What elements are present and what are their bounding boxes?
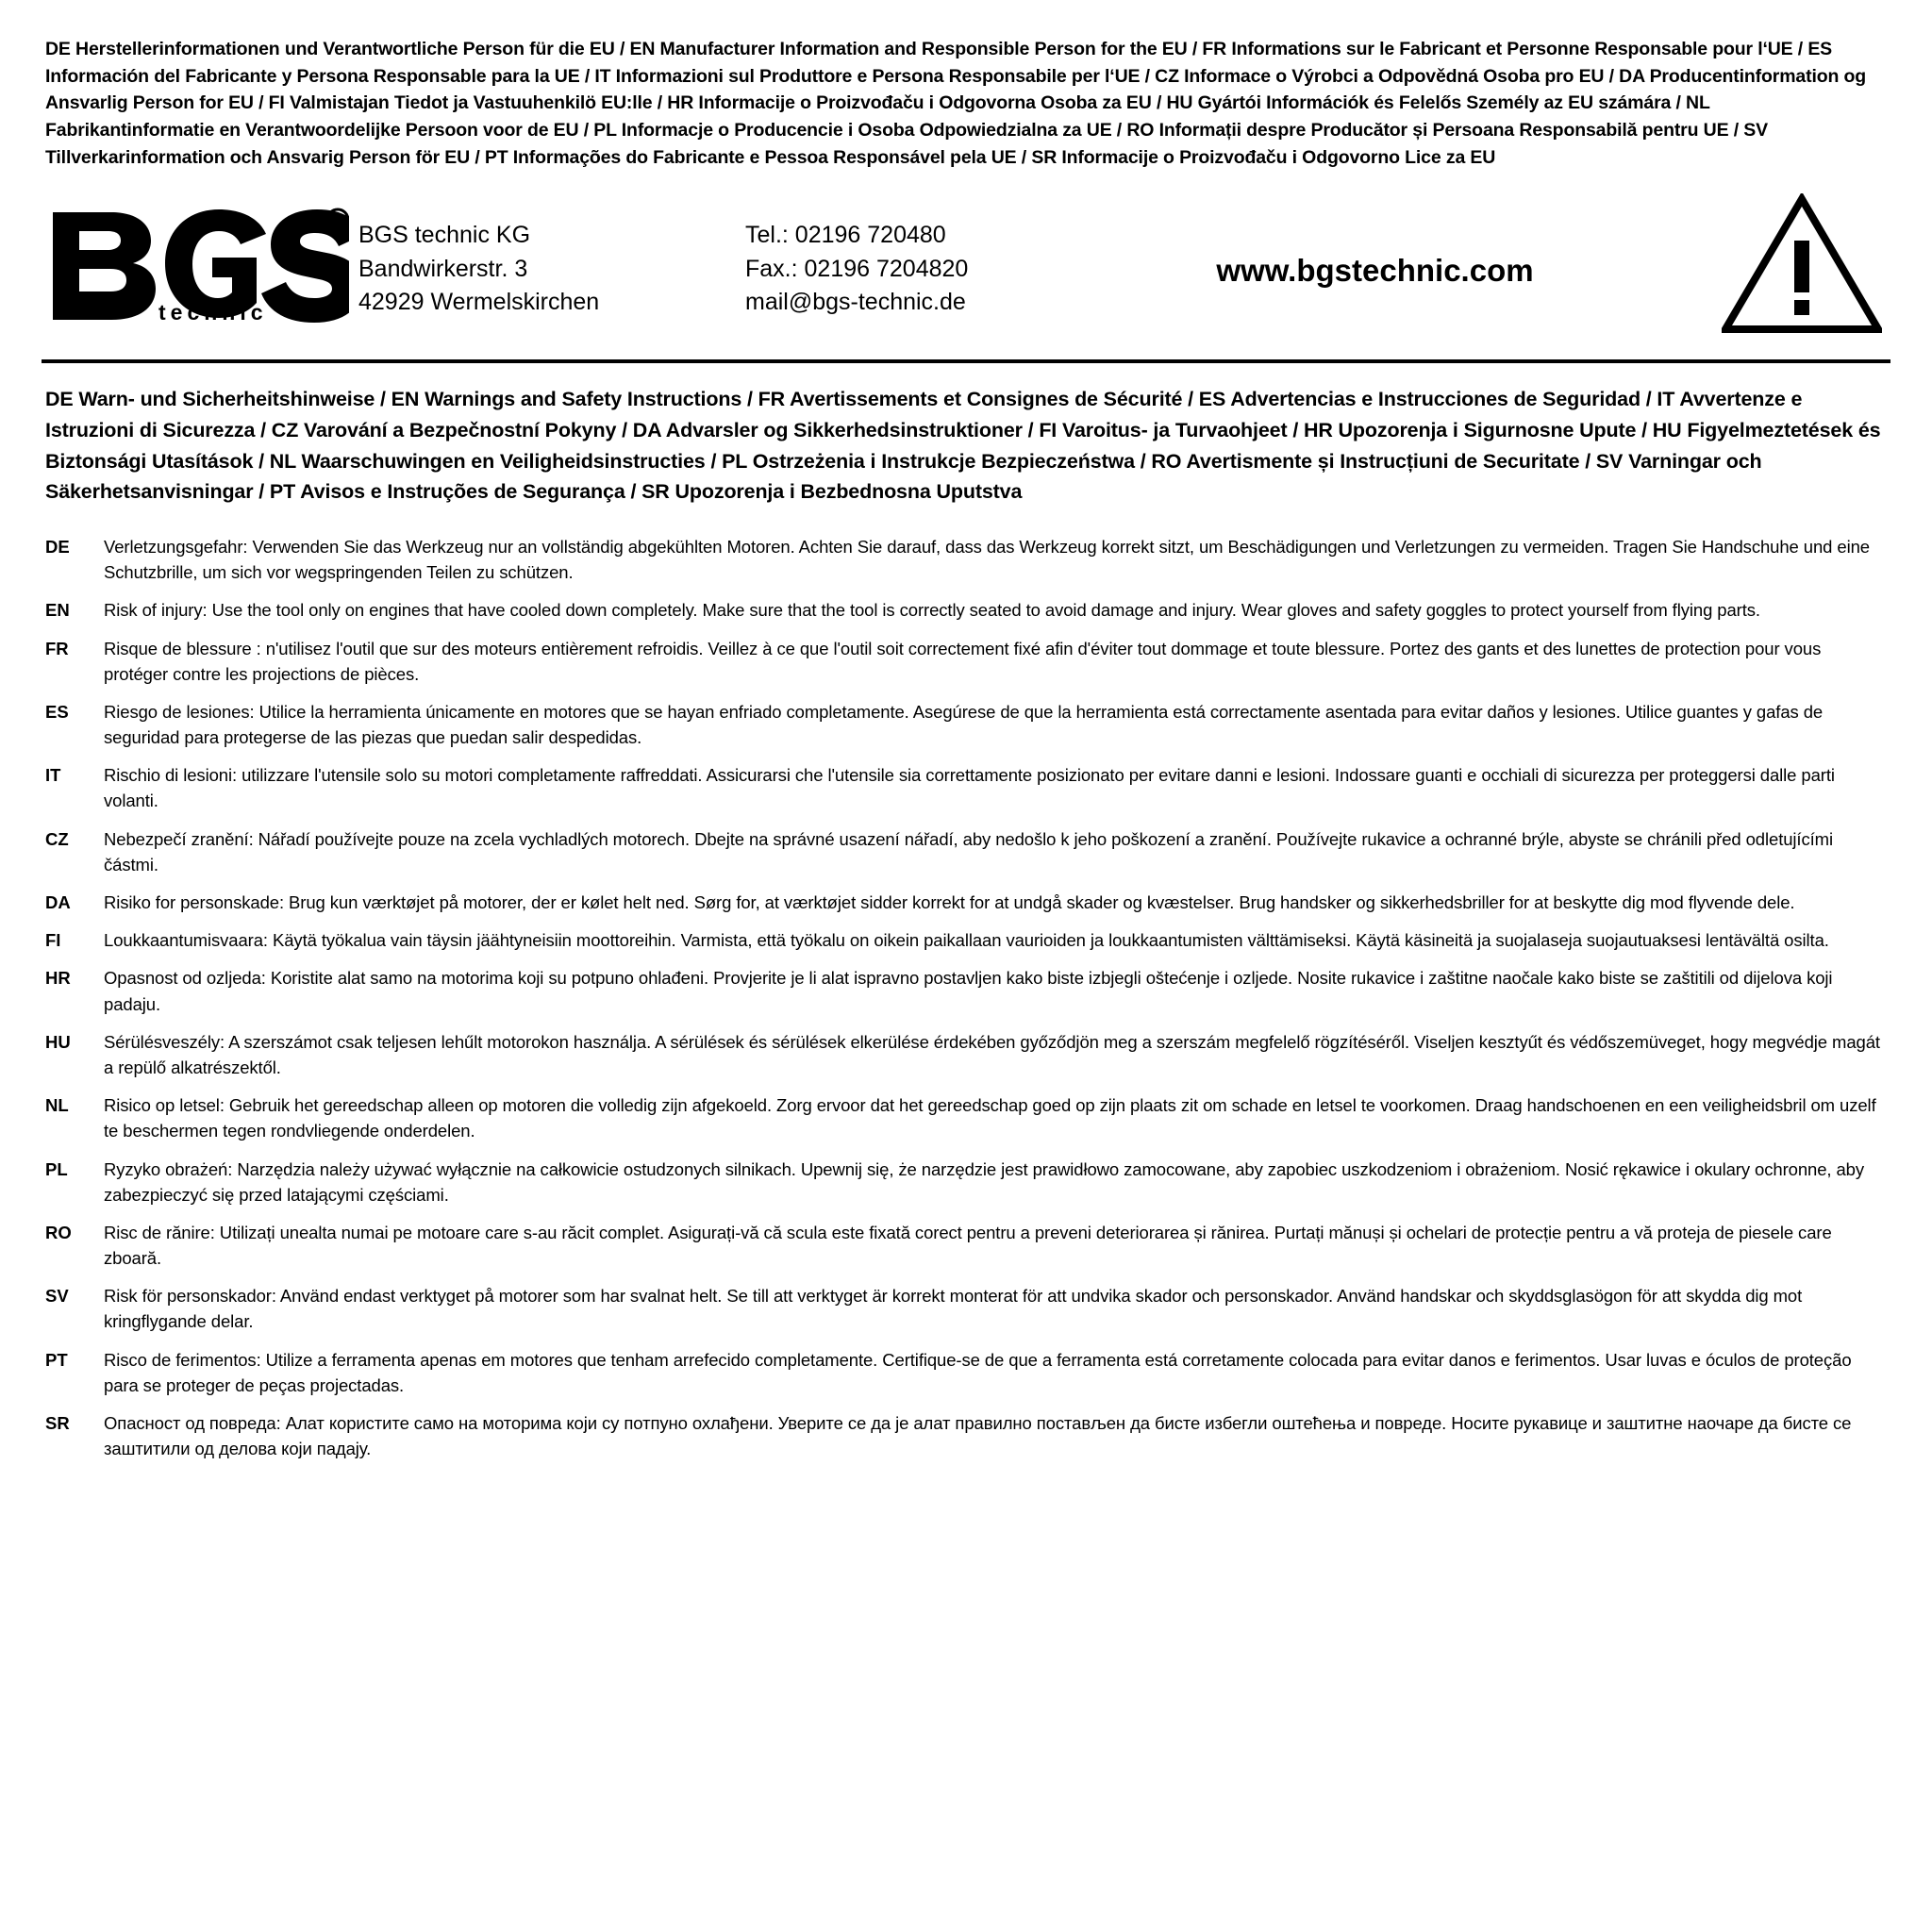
warning-language-code: NL <box>45 1095 69 1116</box>
warning-language-code: DE <box>45 536 70 557</box>
warning-row <box>45 1220 1881 1271</box>
warning-text: Rischio di lesioni: utilizzare l'utensile solo su motori completamente raffreddati. Assicurarsi che l'utensile sia correttamente posizionato per evitare danni e lesioni. Indossare guanti e occhiali di sicurezza per proteggersi dalle parti volanti. <box>104 765 1835 811</box>
company-fax: Fax.: 02196 7204820 <box>745 255 969 282</box>
warning-row <box>45 826 1881 877</box>
warning-row <box>45 965 1881 1016</box>
company-website: www.bgstechnic.com <box>1216 253 1534 289</box>
warning-row <box>45 927 1881 953</box>
warning-text: Risc de rănire: Utilizați unealta numai pe motoare care s-au răcit complet. Asigurați-vă că scula este fixată corect pentru a preveni deteriorarea și rănirea. Purtați mănuși și ochelari de protecție pentru a vă proteja de piesele care zboară. <box>104 1222 1832 1269</box>
warning-row <box>45 636 1881 687</box>
warning-text: Ryzyko obrażeń: Narzędzia należy używać wyłącznie na całkowicie ostudzonych silnikach. Upewnij się, że narzędzie jest prawidłowo zamocowane, aby zapobiec uszkodzeniom i obrażeniom. Nosić rękawice i okulary ochronne, aby zabezpieczyć się przed latającymi częściami. <box>104 1158 1865 1205</box>
warning-list <box>42 534 1890 1461</box>
warning-language-code: HU <box>45 1031 71 1052</box>
warning-row <box>45 1410 1881 1461</box>
warning-language-code: PT <box>45 1349 68 1370</box>
svg-text:technic: technic <box>158 300 268 325</box>
warning-text: Risico op letsel: Gebruik het gereedschap alleen op motoren die volledig zijn afgekoeld. Zorg ervoor dat het gereedschap goed op zijn plaats zit om schade en letsel te voorkomen. Draag handschoenen en een veiligheidsbril om uzelf te beschermen tegen rondvliegende onderdelen. <box>104 1095 1876 1141</box>
multilingual-header-title: DE Herstellerinformationen und Verantwortliche Person für die EU / EN Manufacturer Information and Responsible Person for the EU / FR Informations sur le Fabricant et Personne Responsable pour l‘UE / ES Información del Fabricante y Persona Responsable para la UE / IT Informazioni sul Produttore e Persona Responsabile per l‘UE / CZ Informace o Výrobci a Odpovědná Osoba pro EU / DA Producentinformation og Ansvarlig Person for EU / FI Valmistajan Tiedot ja Vastuuhenkilö EU:lle / HR Informacije o Proizvođaču i Odgovorna Osoba za EU / HU Gyártói Információk és Felelős Személy az EU számára / NL Fabrikantinformatie en Verantwoordelijke Persoon voor de EU / PL Informacje o Producencie i Osoba Odpowiedzialna za UE / RO Informații despre Producător și Persoana Responsabilă pentru UE / SV Tillverkarinformation och Ansvarig Person för EU / PT Informações do Fabricante e Pessoa Responsável pela UE / SR Informacije o Proizvođaču i Odgovorno Lice za EU <box>45 39 1867 168</box>
warning-text: Loukkaantumisvaara: Käytä työkalua vain täysin jäähtyneisiin moottoreihin. Varmista, että työkalu on oikein paikallaan vaurioiden ja loukkaantumisten välttämiseksi. Käytä käsineitä ja suojalaseja suojautuaksesi lentävältä osilta. <box>104 930 1829 951</box>
warning-text: Riesgo de lesiones: Utilice la herramienta únicamente en motores que se hayan enfriado completamente. Asegúrese de que la herramienta está correctamente asentada para evitar daños y lesiones. Utilice guantes y gafas de seguridad para protegerse de las piezas que puedan salir despedidas. <box>104 701 1824 748</box>
warning-text: Risk of injury: Use the tool only on engines that have cooled down completely. Make sure that the tool is correctly seated to avoid damage and injury. Wear gloves and safety goggles to protect yourself from flying parts. <box>104 600 1760 621</box>
warning-language-code: SV <box>45 1286 69 1307</box>
company-street: Bandwirkerstr. 3 <box>358 255 528 282</box>
warning-text: Risk för personskador: Använd endast verktyget på motorer som har svalnat helt. Se till att verktyget är korrekt monterat för att undvika skador och personskador. Använd handskar och skyddsglasögon för att skydda dig mot kringflygande delar. <box>104 1286 1803 1332</box>
company-info-band <box>42 186 1890 363</box>
warning-row <box>45 597 1881 623</box>
warning-language-code: SR <box>45 1413 70 1434</box>
warning-language-code: EN <box>45 600 70 621</box>
warning-language-code: HR <box>45 968 71 989</box>
warning-row <box>45 1029 1881 1080</box>
warning-language-code: RO <box>45 1222 72 1242</box>
company-address <box>358 213 745 320</box>
warning-row <box>45 890 1881 915</box>
warning-row <box>45 1157 1881 1208</box>
warning-text: Sérülésveszély: A szerszámot csak teljesen lehűlt motorokon használja. A sérülések és sérülések elkerülése érdekében győződjön meg a szerszám megfelelő rögzítéséről. Viseljen kesztyűt és védőszemüveget, hogy megvédje magát a repülő alkatrészektől. <box>104 1031 1880 1077</box>
warning-triangle-icon <box>1722 193 1890 340</box>
company-city: 42929 Wermelskirchen <box>358 289 600 316</box>
warning-language-code: CZ <box>45 828 69 849</box>
warning-text: Opasnost od ozljeda: Koristite alat samo na motorima koji su potpuno ohlađeni. Provjerite je li alat ispravno postavljen kako biste izbjegli oštećenje i ozljede. Nosite rukavice i zaštitne naočale kako biste se zaštitili od dijelova koji padaju. <box>104 968 1833 1014</box>
warning-triangle-svg <box>1722 193 1882 335</box>
warning-text: Опасност од повреда: Алат користите само на моторима који су потпуно охлађени. Уверите се да је алат правилно постављен да бисте избегли оштећења и повреде. Носите рукавице и заштитне наочаре да бисте се заштитили од делова који падају. <box>104 1413 1852 1459</box>
warning-row <box>45 1347 1881 1398</box>
bgs-logo-icon <box>47 205 349 327</box>
warning-row <box>45 762 1881 813</box>
svg-text:R: R <box>332 213 343 229</box>
warning-language-code: PL <box>45 1158 68 1179</box>
warning-row <box>45 534 1881 585</box>
warning-language-code: IT <box>45 765 61 786</box>
warning-language-code: ES <box>45 701 69 722</box>
warning-language-code: DA <box>45 892 71 913</box>
company-email: mail@bgs-technic.de <box>745 289 966 316</box>
company-name: BGS technic KG <box>358 222 531 249</box>
company-tel: Tel.: 02196 720480 <box>745 222 946 249</box>
warning-text: Risco de ferimentos: Utilize a ferramenta apenas em motores que tenham arrefecido completamente. Certifique-se de que a ferramenta está corretamente colocada para evitar danos e ferimentos. Usar luvas e óculos de proteção para se proteger de peças projectadas. <box>104 1349 1852 1395</box>
safety-instructions-heading: DE Warn- und Sicherheitshinweise / EN Warnings and Safety Instructions / FR Avertissements et Consignes de Sécurité / ES Advertencias e Instrucciones de Seguridad / IT Avvertenze e Istruzioni di Sicurezza / CZ Varování a Bezpečnostní Pokyny / DA Advarsler og Sikkerhedsinstruktioner / FI Varoitus- ja Turvaohjeet / HR Upozorenja i Sigurnosne Upute / HU Figyelmeztetések és Biztonsági Utasítások / NL Waarschuwingen en Veiligheidsinstructies / PL Ostrzeżenia i Instrukcje Bezpieczeństwa / RO Avertismente și Instrucțiuni de Securitate / SV Varningar och Säkerhetsanvisningar / PT Avisos e Instruções de Segurança / SR Upozorenja i Bezbednosna Uputstva <box>45 388 1881 504</box>
warning-text: Risiko for personskade: Brug kun værktøjet på motorer, der er kølet helt ned. Sørg for, at værktøjet sidder korrekt for at undgå skader og kvæstelser. Brug handsker og sikkerhedsbriller for at beskytte dig mod flyvende dele. <box>104 892 1795 913</box>
bgs-logo <box>42 205 358 327</box>
warning-language-code: FI <box>45 930 61 951</box>
warning-text: Nebezpečí zranění: Nářadí používejte pouze na zcela vychladlých motorech. Dbejte na správné usazení nářadí, aby nedošlo k jeho poškození a zranění. Používejte rukavice a ochranné brýle, abyste se chránili před odletujícími částmi. <box>104 828 1833 874</box>
warning-row <box>45 1283 1881 1334</box>
warning-text: Risque de blessure : n'utilisez l'outil que sur des moteurs entièrement refroidis. Veillez à ce que l'outil soit correctement fixé afin d'éviter tout dommage et toute blessure. Portez des gants et des lunettes de protection pour vous protéger contre les projections de pièces. <box>104 638 1822 684</box>
warning-text: Verletzungsgefahr: Verwenden Sie das Werkzeug nur an vollständig abgekühlten Motoren. Achten Sie darauf, dass das Werkzeug korrekt sitzt, um Beschädigungen und Verletzungen zu vermeiden. Tragen Sie Handschuhe und eine Schutzbrille, um sich vor wegspringenden Teilen zu schützen. <box>104 536 1870 583</box>
warning-row <box>45 699 1881 750</box>
warning-language-code: FR <box>45 638 69 658</box>
warning-row <box>45 1092 1881 1143</box>
company-contact <box>745 213 1057 320</box>
